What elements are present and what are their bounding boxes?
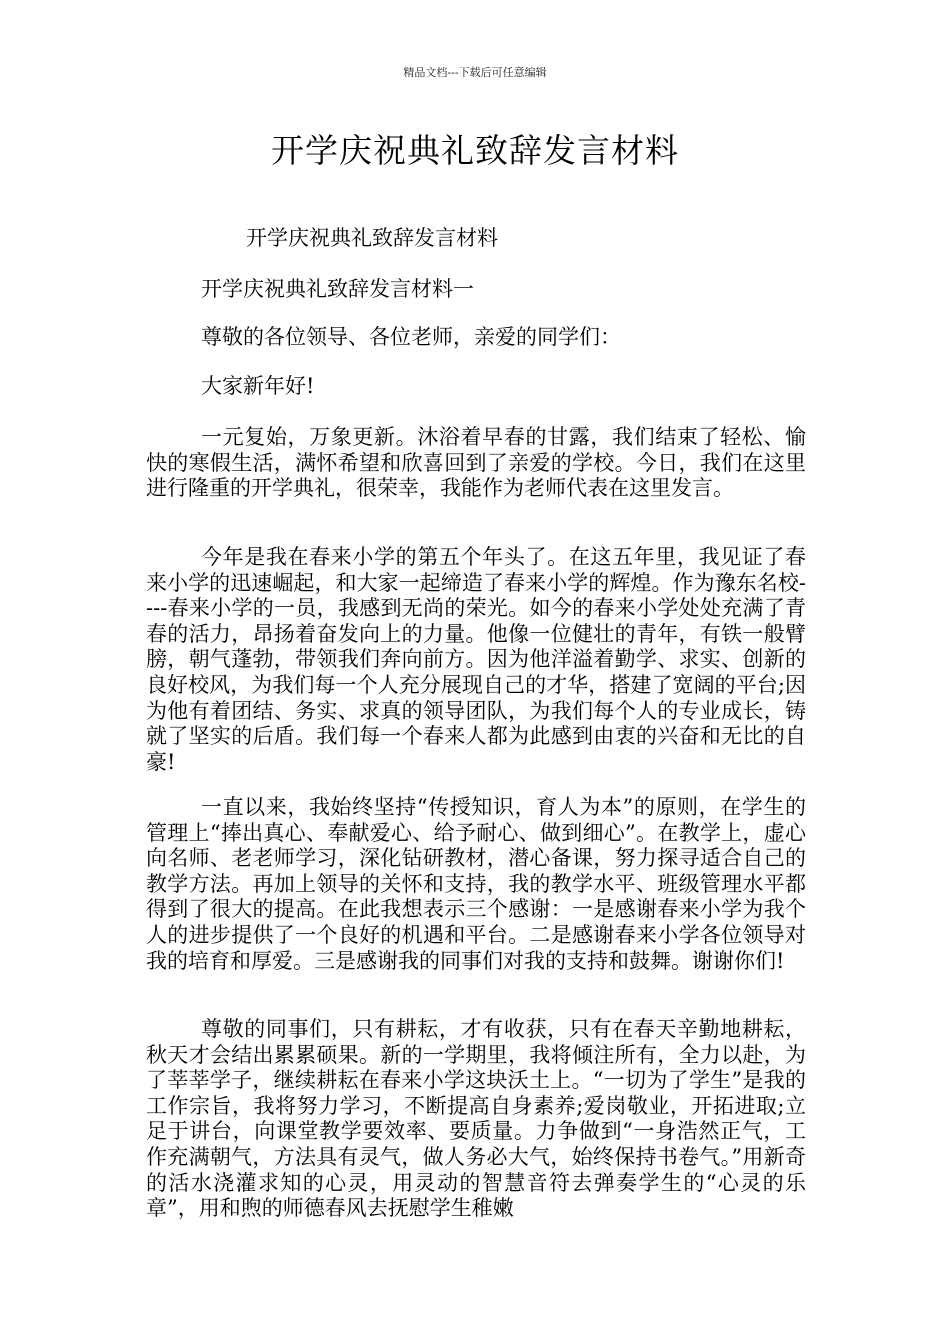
- paragraph-1: 一元复始，万象更新。沐浴着早春的甘露，我们结束了轻松、愉快的寒假生活，满怀希望和欣喜回到了亲爱的学校。今日，我们在这里进行隆重的开学典礼，很荣幸，我能作为老师代表在这里发言。: [146, 425, 806, 501]
- subtitle: 开学庆祝典礼致辞发言材料: [246, 226, 498, 250]
- greeting: 大家新年好!: [201, 374, 315, 398]
- header-note: 精品文档---下载后可任意编辑: [403, 66, 547, 79]
- section-heading: 开学庆祝典礼致辞发言材料一: [201, 277, 474, 301]
- salutation: 尊敬的各位领导、各位老师，亲爱的同学们：: [201, 325, 621, 349]
- paragraph-4: 尊敬的同事们，只有耕耘，才有收获，只有在春天辛勤地耕耘，秋天才会结出累累硕果。新的一学期里，我将倾注所有，全力以赴，为了莘莘学子，继续耕耘在春来小学这块沃土上。“一切为了学生”是我的工作宗旨，我将努力学习，不断提高自身素养;爱岗敬业，开拓进取;立足于讲台，向课堂教学要效率、要质量。力争做到“一身浩然正气，工作充满朝气，方法具有灵气，做人务必大气，始终保持书卷气。”用新奇的活水浇灌求知的心灵，用灵动的智慧音符去弹奏学生的“心灵的乐章”，用和煦的师德春风去抚慰学生稚嫩: [146, 1017, 806, 1221]
- page-title: 开学庆祝典礼致辞发言材料: [271, 131, 679, 170]
- paragraph-3: 一直以来，我始终坚持“传授知识，育人为本”的原则，在学生的管理上“捧出真心、奉献爱心、给予耐心、做到细心”。在教学上，虚心向名师、老老师学习，深化钻研教材，潜心备课，努力探寻适合自己的教学方法。再加上领导的关怀和支持，我的教学水平、班级管理水平都得到了很大的提高。在此我想表示三个感谢：一是感谢春来小学为我个人的进步提供了一个良好的机遇和平台。二是感谢春来小学各位领导对我的培育和厚爱。三是感谢我的同事们对我的支持和鼓舞。谢谢你们!: [146, 795, 806, 973]
- paragraph-2: 今年是我在春来小学的第五个年头了。在这五年里，我见证了春来小学的迅速崛起，和大家一起缔造了春来小学的辉煌。作为豫东名校----春来小学的一员，我感到无尚的荣光。如今的春来小学处处充满了青春的活力，昂扬着奋发向上的力量。他像一位健壮的青年，有铁一般臂膀，朝气蓬勃，带领我们奔向前方。因为他洋溢着勤学、求实、创新的良好校风，为我们每一个人充分展现自己的才华，搭建了宽阔的平台;因为他有着团结、务实、求真的领导团队，为我们每个人的专业成长，铸就了坚实的后盾。我们每一个春来人都为此感到由衷的兴奋和无比的自豪!: [146, 545, 806, 774]
